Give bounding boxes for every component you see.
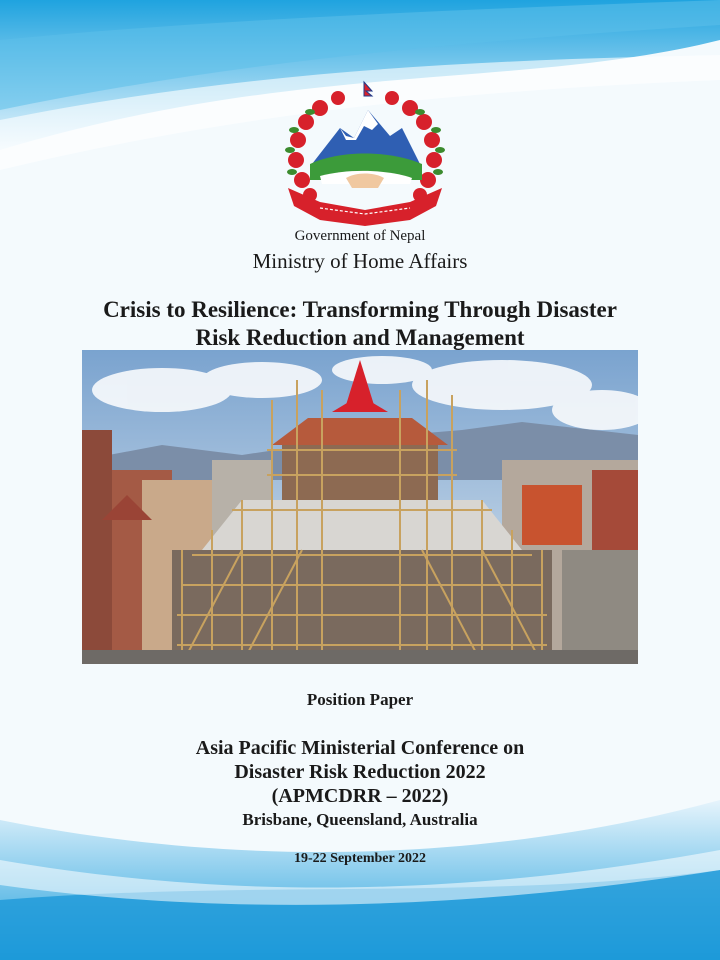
conference-line-1: Asia Pacific Ministerial Conference on <box>195 737 525 759</box>
conference-line-2: Disaster Risk Reduction 2022 <box>234 761 486 783</box>
title-line-2: Risk Reduction and Management <box>195 325 525 350</box>
ministry-name: Ministry of Home Affairs <box>252 249 468 273</box>
title-line-1: Crisis to Resilience: Transforming Through Disaster <box>103 297 617 322</box>
cover-photo-temple-scaffolding <box>82 350 638 664</box>
conference-block <box>0 736 720 832</box>
conference-dates: 19-22 September 2022 <box>294 851 426 866</box>
conference-line-3: (APMCDRR – 2022) <box>271 785 449 807</box>
government-name: Government of Nepal <box>294 228 426 244</box>
nepal-emblem-icon <box>280 80 450 230</box>
conference-location: Brisbane, Queensland, Australia <box>242 810 478 829</box>
paper-type-label: Position Paper <box>306 690 414 709</box>
document-title <box>60 296 660 352</box>
